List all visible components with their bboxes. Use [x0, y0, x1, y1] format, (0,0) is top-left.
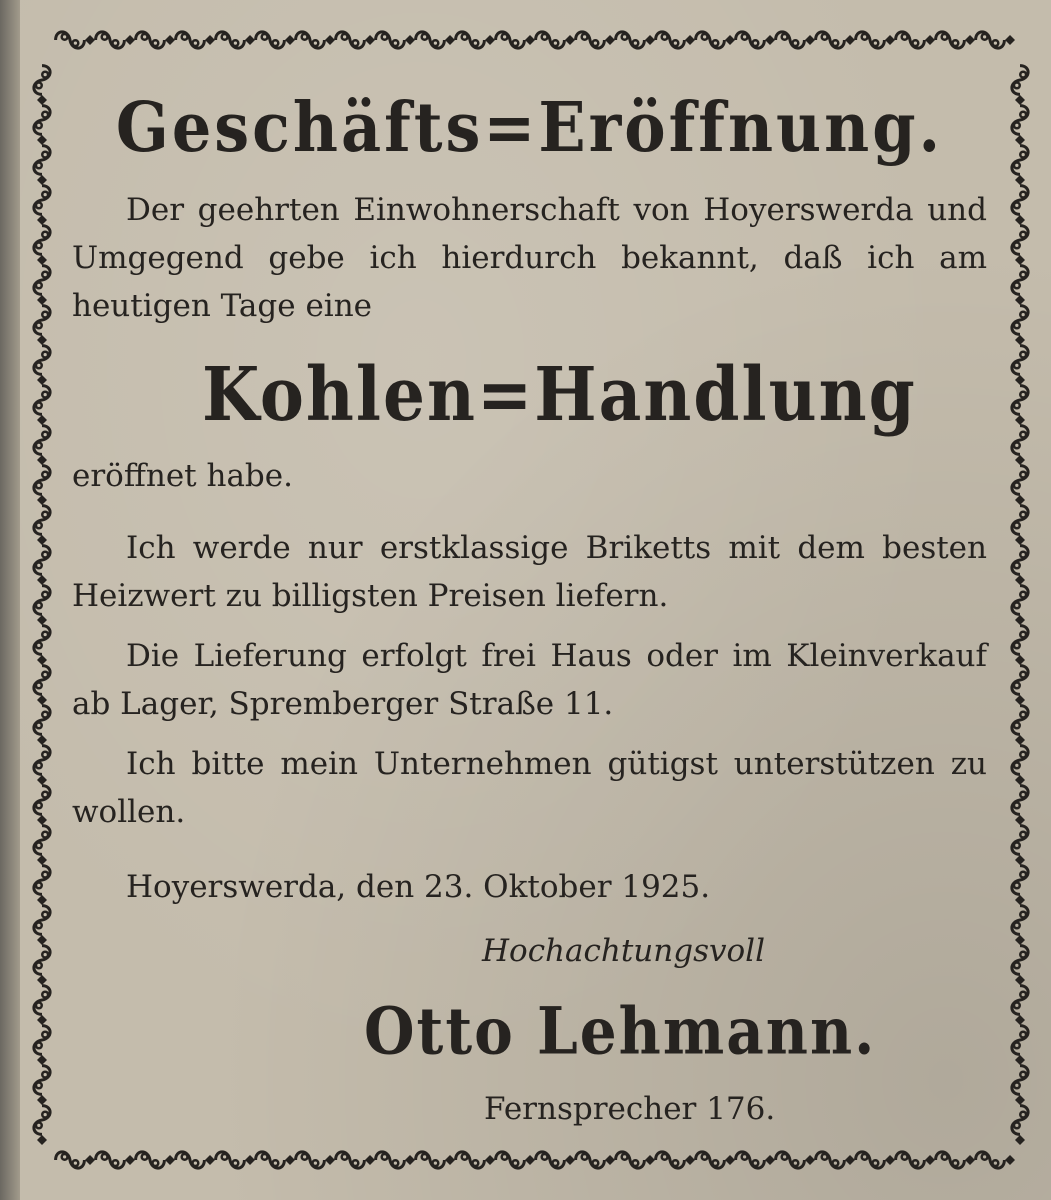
border-diamond — [1015, 535, 1025, 545]
border-ornament — [576, 1152, 605, 1168]
border-ornament — [96, 32, 125, 48]
border-diamond — [1015, 735, 1025, 745]
border-diamond — [37, 295, 47, 305]
border-diamond — [285, 1155, 295, 1165]
border-diamond — [37, 495, 47, 505]
border-diamond — [165, 1155, 175, 1165]
border-diamond — [1015, 255, 1025, 265]
border-ornament — [34, 266, 50, 295]
border-ornament — [1012, 146, 1028, 175]
border-diamond — [1015, 775, 1025, 785]
border-ornament — [736, 1152, 765, 1168]
border-ornament — [34, 626, 50, 655]
border-ornament — [576, 32, 605, 48]
border-ornament — [34, 1106, 50, 1135]
border-diamond — [1015, 935, 1025, 945]
border-ornament — [34, 66, 50, 95]
signature: Otto Lehmann. — [364, 992, 877, 1070]
border-ornament — [34, 426, 50, 455]
border-diamond — [1015, 1055, 1025, 1065]
border-ornament — [456, 32, 485, 48]
border-ornament — [34, 226, 50, 255]
border-ornament — [136, 32, 165, 48]
border-ornament — [536, 1152, 565, 1168]
border-diamond — [445, 35, 455, 45]
paragraph-delivery: Die Lieferung erfolgt frei Haus oder im Kleinverkauf ab Lager, Spremberger Straße 11. — [72, 638, 987, 722]
border-ornament — [1012, 626, 1028, 655]
border-ornament — [496, 32, 525, 48]
greeting: Hochachtungsvoll — [482, 933, 765, 969]
border-ornament — [816, 1152, 845, 1168]
phone-number: Fernsprecher 176. — [484, 1091, 776, 1127]
paragraph-briquettes: Ich werde nur erstklassige Briketts mit dem besten Heizwert zu billigsten Preisen liefern. — [72, 530, 987, 614]
border-ornament — [1012, 986, 1028, 1015]
border-diamond — [1015, 415, 1025, 425]
border-diamond — [85, 1155, 95, 1165]
border-diamond — [885, 35, 895, 45]
border-diamond — [165, 35, 175, 45]
border-diamond — [1015, 375, 1025, 385]
border-ornament — [1012, 546, 1028, 575]
border-diamond — [765, 35, 775, 45]
border-ornament — [34, 186, 50, 215]
border-ornament — [1012, 746, 1028, 775]
border-ornament — [1012, 426, 1028, 455]
border-diamond — [405, 1155, 415, 1165]
dateline: Hoyerswerda, den 23. Oktober 1925. — [126, 869, 711, 905]
border-diamond — [1015, 1135, 1025, 1145]
border-ornament — [696, 1152, 725, 1168]
border-ornament — [1012, 826, 1028, 855]
border-diamond — [37, 455, 47, 465]
border-diamond — [485, 35, 495, 45]
border-diamond — [405, 35, 415, 45]
border-diamond — [965, 1155, 975, 1165]
border-ornament — [296, 32, 325, 48]
border-ornament — [1012, 306, 1028, 335]
border-ornament — [34, 546, 50, 575]
border-diamond — [37, 1135, 47, 1145]
border-ornament — [34, 466, 50, 495]
border-diamond — [37, 855, 47, 865]
border-ornament — [936, 32, 965, 48]
border-diamond — [365, 35, 375, 45]
border-ornament — [776, 1152, 805, 1168]
border-ornament — [176, 1152, 205, 1168]
intro-text: Der geehrten Einwohnerschaft von Hoyerswerda und Umgegend gebe ich hierdurch bekannt, daß ich am heutigen Tage eine — [72, 192, 987, 324]
border-diamond — [37, 655, 47, 665]
border-ornament — [616, 1152, 645, 1168]
border-ornament — [856, 1152, 885, 1168]
border-ornament — [856, 32, 885, 48]
border-diamond — [485, 1155, 495, 1165]
border-ornament — [96, 1152, 125, 1168]
border-ornament — [1012, 706, 1028, 735]
border-ornament — [1012, 386, 1028, 415]
border-ornament — [136, 1152, 165, 1168]
border-ornament — [1012, 506, 1028, 535]
border-ornament — [256, 32, 285, 48]
border-diamond — [805, 1155, 815, 1165]
border-diamond — [805, 35, 815, 45]
border-ornament — [1012, 586, 1028, 615]
border-ornament — [34, 786, 50, 815]
border-diamond — [965, 35, 975, 45]
border-ornament — [34, 1066, 50, 1095]
border-diamond — [1015, 975, 1025, 985]
border-ornament — [1012, 346, 1028, 375]
border-ornament — [496, 1152, 525, 1168]
ad-title: Geschäfts=Eröffnung. — [115, 87, 944, 168]
border-ornament — [34, 986, 50, 1015]
border-diamond — [245, 35, 255, 45]
border-diamond — [645, 1155, 655, 1165]
border-ornament — [34, 866, 50, 895]
border-ornament — [896, 32, 925, 48]
border-ornament — [1012, 786, 1028, 815]
border-diamond — [37, 695, 47, 705]
border-diamond — [245, 1155, 255, 1165]
border-diamond — [1015, 295, 1025, 305]
border-diamond — [37, 215, 47, 225]
border-ornament — [34, 306, 50, 335]
border-diamond — [205, 1155, 215, 1165]
border-diamond — [1015, 695, 1025, 705]
border-ornament — [976, 1152, 1005, 1168]
border-ornament — [896, 1152, 925, 1168]
border-ornament — [34, 146, 50, 175]
border-diamond — [325, 35, 335, 45]
border-ornament — [34, 586, 50, 615]
border-ornament — [656, 32, 685, 48]
border-diamond — [1015, 335, 1025, 345]
border-ornament — [376, 1152, 405, 1168]
border-ornament — [256, 1152, 285, 1168]
border-diamond — [1015, 895, 1025, 905]
border-ornament — [34, 906, 50, 935]
border-ornament — [1012, 466, 1028, 495]
border-ornament — [34, 946, 50, 975]
border-diamond — [1005, 35, 1015, 45]
border-diamond — [37, 135, 47, 145]
border-ornament — [34, 346, 50, 375]
border-diamond — [1015, 95, 1025, 105]
border-diamond — [1015, 1095, 1025, 1105]
border-ornament — [1012, 946, 1028, 975]
border-diamond — [37, 1015, 47, 1025]
border-diamond — [37, 735, 47, 745]
border-diamond — [685, 35, 695, 45]
paragraph-request: Ich bitte mein Unternehmen gütigst unterstützen zu wollen. — [72, 746, 987, 830]
border-ornament — [1012, 906, 1028, 935]
border-diamond — [37, 95, 47, 105]
border-ornament — [1012, 866, 1028, 895]
border-diamond — [285, 35, 295, 45]
border-ornament — [1012, 666, 1028, 695]
border-diamond — [725, 35, 735, 45]
border-diamond — [525, 35, 535, 45]
border-ornament — [1012, 1106, 1028, 1135]
border-diamond — [885, 1155, 895, 1165]
border-diamond — [37, 375, 47, 385]
border-diamond — [125, 35, 135, 45]
border-ornament — [416, 1152, 445, 1168]
border-diamond — [1015, 175, 1025, 185]
border-ornament — [656, 1152, 685, 1168]
border-diamond — [325, 1155, 335, 1165]
border-diamond — [37, 815, 47, 825]
opened-text: eröffnet habe. — [72, 458, 293, 494]
border-diamond — [1015, 615, 1025, 625]
border-diamond — [1015, 495, 1025, 505]
border-diamond — [37, 255, 47, 265]
border-ornament — [216, 32, 245, 48]
border-ornament — [176, 32, 205, 48]
advertisement — [72, 80, 987, 1136]
border-ornament — [56, 32, 85, 48]
border-ornament — [296, 1152, 325, 1168]
border-diamond — [1015, 855, 1025, 865]
border-diamond — [37, 975, 47, 985]
border-ornament — [1012, 1026, 1028, 1055]
border-ornament — [1012, 106, 1028, 135]
border-diamond — [1015, 815, 1025, 825]
border-diamond — [37, 615, 47, 625]
border-ornament — [816, 32, 845, 48]
border-ornament — [616, 32, 645, 48]
border-diamond — [37, 895, 47, 905]
border-diamond — [1015, 1015, 1025, 1025]
border-ornament — [336, 1152, 365, 1168]
border-ornament — [1012, 186, 1028, 215]
border-ornament — [34, 666, 50, 695]
border-ornament — [34, 746, 50, 775]
border-diamond — [37, 935, 47, 945]
border-diamond — [1015, 215, 1025, 225]
border-ornament — [416, 32, 445, 48]
border-ornament — [34, 106, 50, 135]
border-diamond — [1015, 135, 1025, 145]
border-diamond — [37, 575, 47, 585]
border-diamond — [925, 35, 935, 45]
border-ornament — [1012, 1066, 1028, 1095]
border-ornament — [536, 32, 565, 48]
border-ornament — [56, 1152, 85, 1168]
border-diamond — [1005, 1155, 1015, 1165]
border-ornament — [1012, 66, 1028, 95]
border-ornament — [34, 386, 50, 415]
border-diamond — [765, 1155, 775, 1165]
border-diamond — [37, 1095, 47, 1105]
border-diamond — [37, 1055, 47, 1065]
border-diamond — [925, 1155, 935, 1165]
border-ornament — [1012, 226, 1028, 255]
border-diamond — [125, 1155, 135, 1165]
border-ornament — [336, 32, 365, 48]
border-ornament — [776, 32, 805, 48]
border-diamond — [445, 1155, 455, 1165]
border-diamond — [37, 535, 47, 545]
border-diamond — [1015, 655, 1025, 665]
border-ornament — [216, 1152, 245, 1168]
border-diamond — [37, 415, 47, 425]
border-ornament — [696, 32, 725, 48]
border-ornament — [1012, 266, 1028, 295]
border-diamond — [605, 35, 615, 45]
border-diamond — [845, 1155, 855, 1165]
border-diamond — [37, 335, 47, 345]
border-ornament — [34, 826, 50, 855]
border-ornament — [376, 32, 405, 48]
border-diamond — [525, 1155, 535, 1165]
border-diamond — [605, 1155, 615, 1165]
border-diamond — [685, 1155, 695, 1165]
border-ornament — [736, 32, 765, 48]
border-diamond — [37, 775, 47, 785]
border-diamond — [365, 1155, 375, 1165]
border-diamond — [85, 35, 95, 45]
border-ornament — [456, 1152, 485, 1168]
border-diamond — [1015, 455, 1025, 465]
border-ornament — [34, 1026, 50, 1055]
border-diamond — [725, 1155, 735, 1165]
border-ornament — [936, 1152, 965, 1168]
border-diamond — [37, 175, 47, 185]
border-diamond — [1015, 575, 1025, 585]
border-diamond — [845, 35, 855, 45]
border-ornament — [34, 706, 50, 735]
border-diamond — [565, 1155, 575, 1165]
business-type-heading: Kohlen=Handlung — [202, 350, 917, 438]
border-diamond — [205, 35, 215, 45]
border-diamond — [565, 35, 575, 45]
border-ornament — [34, 506, 50, 535]
border-ornament — [976, 32, 1005, 48]
border-diamond — [645, 35, 655, 45]
